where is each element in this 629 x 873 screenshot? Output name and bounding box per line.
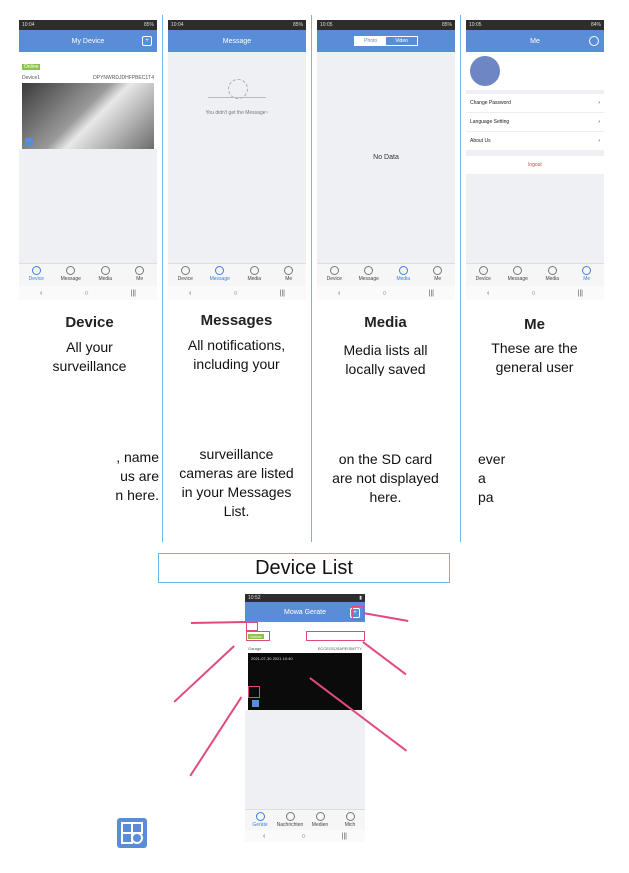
home-icon[interactable]: ○ [233,289,238,297]
tab-media[interactable] [237,264,272,286]
callout-box-name [246,631,270,641]
tab-me[interactable] [335,810,365,830]
tab-device[interactable] [168,264,203,286]
recents-icon[interactable]: ||| [279,289,285,297]
status-bar [19,20,157,30]
tab-label: Me [136,276,144,282]
battery-level: 84% [590,22,601,28]
page-title: Message [222,37,252,45]
menu-item-language[interactable] [466,113,604,132]
device-name: Garage [248,646,262,651]
menu-label: About Us [470,138,491,144]
tab-message[interactable] [203,264,238,286]
screenshot-message [168,20,306,300]
online-badge: Online [24,64,39,70]
qr-code-icon[interactable] [25,138,33,146]
tab-media[interactable] [386,264,421,286]
device-card[interactable] [19,52,157,149]
tab-label: Device [28,276,44,282]
tab-bar [466,263,604,286]
media-icon [399,266,408,275]
tab-label: Me [583,276,591,282]
camera-icon [256,812,265,821]
system-nav-bar [317,286,455,300]
tab-media[interactable] [88,264,123,286]
callout-line [363,641,407,675]
add-icon[interactable]: + [142,36,152,46]
camera-icon [181,266,190,275]
tab-bar [245,809,365,830]
online-badge: Online [250,634,262,639]
tab-label: Message [358,276,379,282]
menu-item-change-password[interactable] [466,94,604,113]
battery-level: 85% [441,22,452,28]
battery-level: 85% [143,22,154,28]
qr-code-legend-icon [117,818,147,848]
status-time: 10:05 [320,22,333,28]
recents-icon[interactable]: ||| [341,832,347,840]
logout-button[interactable]: logout [466,156,604,174]
tab-message[interactable] [352,264,387,286]
home-icon[interactable]: ○ [301,832,306,840]
callout-line [173,645,234,702]
recents-icon[interactable]: ||| [428,289,434,297]
add-icon[interactable]: + [350,608,360,618]
tab-label: Me [434,276,442,282]
back-icon[interactable]: ‹ [188,289,192,297]
system-nav-bar [245,830,365,842]
status-icons: ▮ [359,595,362,601]
app-header [19,30,157,52]
tab-bar [19,263,157,286]
tab-label: Message [507,276,528,282]
message-icon [286,812,295,821]
segment-video[interactable]: Video [395,38,408,44]
camera-preview[interactable] [22,83,154,149]
status-bar [317,20,455,30]
message-icon [215,266,224,275]
message-icon [364,266,373,275]
column-text-messages-top: All notifications, including your [187,337,286,372]
menu-label: Language Setting [470,119,510,125]
tab-label: Device [475,276,491,282]
menu-item-about[interactable] [466,132,604,150]
column-text-me-bottom: ever a pa [478,451,506,505]
tab-device[interactable] [19,264,54,286]
message-icon [66,266,75,275]
chevron-right-icon: › [598,119,600,125]
tab-label: Geräte [252,822,268,828]
column-title-device: Device [65,314,114,331]
tab-label: Device [177,276,193,282]
callout-line [191,621,246,623]
tab-label: Device [326,276,342,282]
column-text-messages-bottom: surveillance cameras are listed in your Messages List. [179,446,294,519]
tab-label: Message [209,276,230,282]
callout-box-id [306,631,365,641]
camera-icon [330,266,339,275]
screenshot-me [466,20,604,300]
media-icon [548,266,557,275]
system-nav-bar [466,286,604,300]
qr-code-icon[interactable] [252,700,259,707]
user-icon [284,266,293,275]
device-name: Device1 [22,75,41,81]
app-header [245,602,365,622]
page-title: Me [530,37,540,45]
tab-media[interactable] [305,810,335,830]
section-heading-box [158,553,450,583]
camera-icon [479,266,488,275]
user-icon [582,266,591,275]
column-title-media: Media [364,314,407,331]
device-id: ECCEGSJSAPEISMTTY [317,646,362,651]
tab-label: Media [98,276,113,282]
empty-illustration [208,75,266,101]
back-icon[interactable]: ‹ [337,289,341,297]
menu-label: Change Password [470,100,511,106]
tab-label: Media [396,276,411,282]
status-bar [168,20,306,30]
home-icon[interactable]: ○ [84,289,89,297]
page-title: Mowa Gerate [283,608,327,616]
tab-label: Mich [344,822,356,828]
tab-label: Media [545,276,560,282]
user-icon [433,266,442,275]
user-icon [135,266,144,275]
column-title-messages: Messages [200,312,273,329]
app-header [168,30,306,52]
empty-message-text: You didn't get the Message~ [205,110,269,116]
status-time: 10:52 [248,595,261,601]
app-header [317,30,455,52]
user-icon [346,812,355,821]
tab-label: Media [247,276,262,282]
media-icon [250,266,259,275]
system-nav-bar [168,286,306,300]
menu-list [466,94,604,150]
tab-device[interactable] [466,264,501,286]
tab-label: Message [60,276,81,282]
callout-box-qr [248,686,260,698]
status-time: 10:05 [469,22,482,28]
column-title-me: Me [524,316,545,333]
tab-label: Nachrichten [276,822,304,828]
status-time: 10:04 [22,22,35,28]
tab-device[interactable] [317,264,352,286]
recents-icon[interactable]: ||| [130,289,136,297]
status-time: 10:04 [171,22,184,28]
tab-label: Medien [311,822,329,828]
chevron-right-icon: › [598,100,600,106]
chevron-right-icon: › [598,138,600,144]
settings-icon[interactable] [589,36,599,46]
segment-photo[interactable]: Photo [355,37,386,45]
tab-me[interactable] [570,264,605,286]
callout-line [363,612,409,621]
column-text-media-bottom: on the SD card are not displayed here. [332,451,439,505]
page-title: My Device [71,37,105,45]
column-text-device-bottom: , name us are n here. [115,449,159,503]
tab-label: Me [285,276,293,282]
recents-icon[interactable]: ||| [577,289,583,297]
device-id: DPYNWRDJDHFPBEC1T4 [93,75,154,81]
screenshot-device [19,20,157,300]
column-divider [460,15,461,542]
status-bar [245,594,365,602]
segmented-control [354,36,418,46]
home-icon[interactable]: ○ [382,289,387,297]
column-text-media-top: Media lists all locally saved [343,342,428,376]
camera-icon [32,266,41,275]
tab-bar [317,263,455,286]
message-icon [513,266,522,275]
back-icon[interactable]: ‹ [486,289,490,297]
column-text-me-top: These are the general user [491,340,578,375]
tab-me[interactable] [272,264,307,286]
tab-message[interactable] [275,810,305,830]
status-bar [466,20,604,30]
tab-media[interactable] [535,264,570,286]
preview-timestamp: 2021-07-30 2021 10:40 [251,656,293,661]
avatar[interactable] [470,56,500,86]
battery-level: 85% [292,22,303,28]
media-icon [316,812,325,821]
media-icon [101,266,110,275]
home-icon[interactable]: ○ [531,289,536,297]
tab-bar [168,263,306,286]
tab-me[interactable] [421,264,456,286]
tab-device[interactable] [245,810,275,830]
tab-message[interactable] [54,264,89,286]
callout-box-online [246,622,258,631]
profile-card [466,52,604,90]
column-text-device-top: All your surveillance [52,339,127,374]
system-nav-bar [19,286,157,300]
section-heading: Device List [255,556,353,579]
back-icon[interactable]: ‹ [262,832,266,840]
tab-me[interactable] [123,264,158,286]
back-icon[interactable]: ‹ [39,289,43,297]
callout-line [189,697,241,777]
empty-media-text: No Data [373,154,399,161]
app-header [466,30,604,52]
screenshot-media [317,20,455,300]
camera-preview[interactable] [248,653,362,710]
tab-message[interactable] [501,264,536,286]
